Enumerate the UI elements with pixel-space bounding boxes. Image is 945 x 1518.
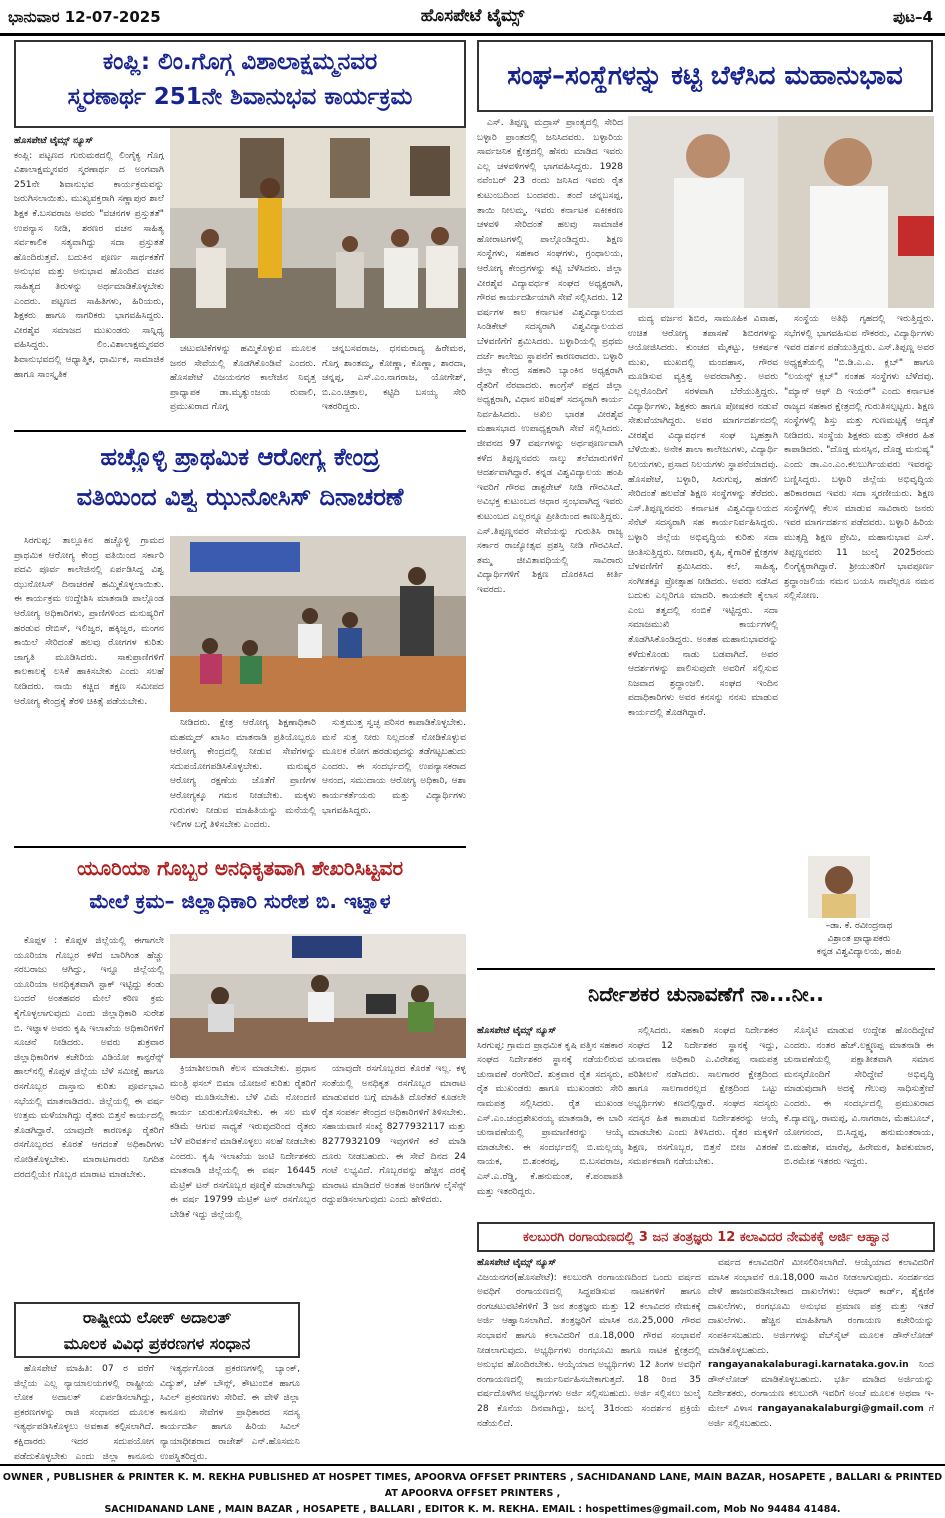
author-portrait-image: [808, 856, 870, 918]
newspaper-title: ಹೊಸಪೇಟೆ ಟೈಮ್ಸ್: [420, 6, 525, 26]
story4-headline-box: [14, 1302, 300, 1358]
story6-headline-box: [477, 970, 935, 1020]
story3-column3: ಯಾವುದೇ ರಸಗೊಬ್ಬರದ ಕೊರತೆ ಇಲ್ಲ. ಕಳ್ಳ ಸಂತೆಯಲ್ಲಿ ಅನಧಿಕೃತ ರಸಗೊಬ್ಬರ ಮಾರಾಟ ಮಾಡುವವರ ಬಗ್ಗೆ ಮಾಹಿತಿ ದೊರೆತರೆ ಕೂಡಲೇ ರೈತ ಸಂಪರ್ಕ ಕೇಂದ್ರದ ಅಧಿಕಾರಿಗಳಿಗೆ ತಿಳಿಸಬೇಕು. ಸಹಾಯವಾಣಿ ಸಂಖ್ಯೆ 8277932117 ಮತ್ತು 8277932109 ಇವುಗಳಿಗೆ ಕರೆ ಮಾಡಿ ದೂರು ನೀಡಬಹುದು. ಈ ಸೇವೆ ದಿನದ 24 ಗಂಟೆ ಲಭ್ಯವಿದೆ. ಗೊಬ್ಬರವನ್ನು ಹೆಚ್ಚಿನ ದರಕ್ಕೆ ಮಾರಾಟ ಮಾಡಿದರೆ ಅಂತಹ ಅಂಗಡಿಗಳ ಲೈಸೆನ್ಸ್ ರದ್ದುಪಡಿಸಲಾಗುವುದು ಎಂದು ಹೇಳಿದರು.: [322, 1063, 466, 1206]
story5-column2: ಮದ್ಯ ವರ್ಜನ ಶಿಬಿರ, ಸಾಮೂಹಿಕ ವಿವಾಹ, ಉಚಿತ ಆರೋಗ್ಯ ತಪಾಸಣೆ ಶಿಬಿರಗಳನ್ನು ಆಯೋಜಿಸಿದರು. ಕುಂಚದ ಮೈಕಟ್ಟು, ಆಕರ್ಷಕ ಮುಖ, ಮುಖದಲ್ಲಿ ಮಂದಹಾಸ, ಗೌರವ ಮೂಡಿಸುವ ವ್ಯಕ್ತಿತ್ವ ಅವರದಾಗಿತ್ತು. ಅವರು ಎಲ್ಲರೊಂದಿಗೆ ಸರಳವಾಗಿ ಬೆರೆಯುತ್ತಿದ್ದರು. ವಿದ್ಯಾರ್ಥಿಗಳು, ಶಿಕ್ಷಕರು ಹಾಗೂ ಪೋಷಕರ ನಡುವೆ ಸೇತುವೆಯಾಗಿದ್ದರು. ಅವರ ಮಾರ್ಗದರ್ಶನದಲ್ಲಿ ವೀರಶೈವ ವಿದ್ಯಾವರ್ಧಕ ಸಂಘ ಬೃಹತ್ತಾಗಿ ಬೆಳೆಯಿತು. ಅನೇಕ ಶಾಲಾ ಕಾಲೇಜುಗಳು, ವಿದ್ಯಾರ್ಥಿ ನಿಲಯಗಳು, ಪ್ರಸಾದ ನಿಲಯಗಳು ಸ್ಥಾಪನೆಯಾದವು. ಹೊಸಪೇಟೆ, ಬಳ್ಳಾರಿ, ಸಿರುಗುಪ್ಪ, ಹಡಗಲಿ ಸೇರಿದಂತೆ ಹಲವೆಡೆ ಶಿಕ್ಷಣ ಸಂಸ್ಥೆಗಳನ್ನು ತೆರೆದರು. ಎಸ್.ತಿಪ್ಪಣ್ಣನವರು ಕರ್ನಾಟಕ ವಿಶ್ವವಿದ್ಯಾಲಯದ ಸೆನೆಟ್ ಸದಸ್ಯರಾಗಿ ಸಹ ಕಾರ್ಯನಿರ್ವಹಿಸಿದ್ದರು. ಬಳ್ಳಾರಿ ಜಿಲ್ಲೆಯ ಅಭಿವೃದ್ಧಿಯ ಕುರಿತು ಸದಾ ಚಿಂತಿಸುತ್ತಿದ್ದರು. ನೀರಾವರಿ, ಕೃಷಿ, ಕೈಗಾರಿಕೆ ಕ್ಷೇತ್ರಗಳ ಬೆಳವಣಿಗೆಗೆ ಶ್ರಮಿಸಿದರು. ಕಲೆ, ಸಾಹಿತ್ಯ, ಸಂಗೀತಕ್ಕೂ ಪ್ರೋತ್ಸಾಹ ನೀಡಿದರು. ಅವರು ನಡೆಸಿದ ಬದುಕು ಎಲ್ಲರಿಗೂ ಮಾದರಿ. ಕಾಯಕವೇ ಕೈಲಾಸ ಎಂಬ ತತ್ವದಲ್ಲಿ ನಂಬಿಕೆ ಇಟ್ಟಿದ್ದರು. ಸದಾ ಸಮಾಜಮುಖಿ ಕಾರ್ಯಗಳಲ್ಲಿ ತೊಡಗಿಸಿಕೊಂಡಿದ್ದರು. ಅಂತಹ ಮಹಾನುಭಾವರನ್ನು ಕಳೆದುಕೊಂಡು ನಾಡು ಬಡವಾಗಿದೆ. ಅವರ ಆದರ್ಶಗಳನ್ನು ಪಾಲಿಸುವುದೇ ಅವರಿಗೆ ಸಲ್ಲಿಸುವ ನಿಜವಾದ ಶ್ರದ್ಧಾಂಜಲಿ. ಸಂಘದ ಇಂದಿನ ಪದಾಧಿಕಾರಿಗಳು ಅವರ ಕನಸನ್ನು ನನಸು ಮಾಡುವ ಕಾರ್ಯದಲ್ಲಿ ತೊಡಗಿದ್ದಾರೆ.: [628, 313, 778, 719]
story2-photo: [170, 536, 466, 712]
story2-headline-box: [14, 434, 466, 530]
story4-headline-line2: ಮೂಲಕ ವಿವಿಧ ಪ್ರಕರಣಗಳ ಸಂಧಾನ: [63, 1334, 251, 1353]
story1-photo: [170, 128, 466, 338]
story4-column2: ಇತ್ಯರ್ಥಗೊಂಡ ಪ್ರಕರಣಗಳಲ್ಲಿ ಬ್ಯಾಂಕ್, ವಿದ್ಯುತ್, ಚೆಕ್ ಬೌನ್ಸ್, ಕೌಟುಂಬಿಕ ಹಾಗೂ ಸಿವಿಲ್ ಪ್ರಕರಣಗಳು ಸೇರಿವೆ. ಈ ವೇಳೆ ಜಿಲ್ಲಾ ಕಾನೂನು ಸೇವೆಗಳ ಪ್ರಾಧಿಕಾರದ ಸದಸ್ಯ ಕಾರ್ಯದರ್ಶಿ ಹಾಗೂ ಹಿರಿಯ ಸಿವಿಲ್ ನ್ಯಾಯಾಧೀಶರಾದ ರಾಜೇಶ್ ಎನ್.ಹೊಸಮನಿ ಉಪಸ್ಥಿತರಿದ್ದರು.: [160, 1363, 300, 1462]
story1-photo-image: [170, 128, 466, 338]
story2-column3: ಸುತ್ತಮುತ್ತ ಸ್ವಚ್ಛ ಪರಿಸರ ಕಾಪಾಡಿಕೊಳ್ಳಬೇಕು. ಮನೆ ಸುತ್ತ ನೀರು ನಿಲ್ಲದಂತೆ ನೋಡಿಕೊಳ್ಳುವ ಮೂಲಕ ರೋಗ ಹರಡುವುದನ್ನು ತಡೆಗಟ್ಟಬಹುದು ಎಂದರು. ಈ ಸಂದರ್ಭದಲ್ಲಿ ಉಪನ್ಯಾಸಕರಾದ ಆನಂದ, ಸಮುದಾಯ ಆರೋಗ್ಯ ಅಧಿಕಾರಿ, ಆಶಾ ಕಾರ್ಯಕರ್ತೆಯರು ಮತ್ತು ವಿದ್ಯಾರ್ಥಿಗಳು ಭಾಗವಹಿಸಿದ್ದರು.: [322, 717, 466, 816]
story5-column1: ಎಸ್. ತಿಪ್ಪಣ್ಣ ಮದ್ರಾಸ್ ಪ್ರಾಂತ್ಯದಲ್ಲಿ ಸೇರಿದ ಬಳ್ಳಾರಿ ಪ್ರಾಂತದಲ್ಲಿ ಜನಿಸಿದವರು. ಬಳ್ಳಾರಿಯ ಸಾರ್ವಜನಿಕ ಕ್ಷೇತ್ರದಲ್ಲಿ ಹೆಸರು ಮಾಡಿದ ಇವರು ಎಲ್ಲ ಚಳವಳಿಗಳಲ್ಲಿ ಭಾಗವಹಿಸಿದ್ದರು. 1928 ನವೆಂಬರ್ 23 ರಂದು ಜನಿಸಿದ ಇವರು ರೈತ ಕುಟುಂಬದಿಂದ ಬಂದವರು. ತಂದೆ ಚನ್ನಬಸಪ್ಪ, ತಾಯಿ ನೀಲಮ್ಮ. ಇವರು ಕರ್ನಾಟಕ ಏಕೀಕರಣ ಚಳವಳಿ ಸೇರಿದಂತೆ ಹಲವು ಸಾಮಾಜಿಕ ಹೋರಾಟಗಳಲ್ಲಿ ಪಾಲ್ಗೊಂಡಿದ್ದರು. ಶಿಕ್ಷಣ ಸಂಸ್ಥೆಗಳು, ಸಹಕಾರ ಸಂಘಗಳು, ಗ್ರಂಥಾಲಯ, ಆರೋಗ್ಯ ಕೇಂದ್ರಗಳನ್ನು ಕಟ್ಟಿ ಬೆಳೆಸಿದರು. ಜಿಲ್ಲಾ ವೀರಶೈವ ವಿದ್ಯಾವರ್ಧಕ ಸಂಘದ ಅಧ್ಯಕ್ಷರಾಗಿ, ಗೌರವ ಕಾರ್ಯದರ್ಶಿಯಾಗಿ ಸೇವೆ ಸಲ್ಲಿಸಿದರು. 12 ವರ್ಷಗಳ ಕಾಲ ಕರ್ನಾಟಕ ವಿಶ್ವವಿದ್ಯಾಲಯದ ಸಿಂಡಿಕೇಟ್ ಸದಸ್ಯರಾಗಿ ವಿಶ್ವವಿದ್ಯಾಲಯದ ಬೆಳವಣಿಗೆಗೆ ಶ್ರಮಿಸಿದರು. ಬಳ್ಳಾರಿಯಲ್ಲಿ ಪ್ರಥಮ ದರ್ಜೆ ಕಾಲೇಜು ಸ್ಥಾಪನೆಗೆ ಕಾರಣರಾದರು. ಬಳ್ಳಾರಿ ಜಿಲ್ಲಾ ಕೇಂದ್ರ ಸಹಕಾರಿ ಬ್ಯಾಂಕಿನ ಅಧ್ಯಕ್ಷರಾಗಿ ರೈತರಿಗೆ ನೆರವಾದರು. ಕಾಂಗ್ರೆಸ್ ಪಕ್ಷದ ಜಿಲ್ಲಾ ಅಧ್ಯಕ್ಷರಾಗಿ, ವಿಧಾನ ಪರಿಷತ್ ಸದಸ್ಯರಾಗಿ ಕಾರ್ಯ ನಿರ್ವಹಿಸಿದರು. ಅಖಿಲ ಭಾರತ ವೀರಶೈವ ಮಹಾಸಭಾದ ಉಪಾಧ್ಯಕ್ಷರಾಗಿ ಸೇವೆ ಸಲ್ಲಿಸಿದರು. ಜೀವನದ 97 ವರ್ಷಗಳನ್ನು ಅರ್ಥಪೂರ್ಣವಾಗಿ ಕಳೆದ ತಿಪ್ಪಣ್ಣನವರು ನಾಲ್ಕು ತಲೆಮಾರುಗಳಿಗೆ ಆದರ್ಶವಾಗಿದ್ದಾರೆ. ಕನ್ನಡ ವಿಶ್ವವಿದ್ಯಾಲಯ ಹಂಪಿ ಇವರಿಗೆ ಗೌರವ ಡಾಕ್ಟರೇಟ್ ನೀಡಿ ಗೌರವಿಸಿದೆ. ಅವಿಭಕ್ತ ಕುಟುಂಬದ ಆಧಾರ ಸ್ತಂಭವಾಗಿದ್ದ ಇವರು ಕುಟುಂಬದ ಎಲ್ಲರನ್ನೂ ಪ್ರೀತಿಯಿಂದ ಕಾಣುತ್ತಿದ್ದರು. ಎಸ್.ತಿಪ್ಪಣ್ಣನವರ ಸೇವೆಯನ್ನು ಗುರುತಿಸಿ ರಾಜ್ಯ ಸರ್ಕಾರ ರಾಜ್ಯೋತ್ಸವ ಪ್ರಶಸ್ತಿ ನೀಡಿ ಗೌರವಿಸಿದೆ. ತಮ್ಮ ಜೀವಿತಾವಧಿಯಲ್ಲಿ ಸಾವಿರಾರು ವಿದ್ಯಾರ್ಥಿಗಳಿಗೆ ಶಿಕ್ಷಣ ದೊರಕಿಸಿದ ಕೀರ್ತಿ ಇವರದು.: [477, 117, 623, 595]
story1-column1: ಹೊಸಪೇಟೆ ಟೈಮ್ಸ್ ನ್ಯೂಸ್ ಕಂಪ್ಲಿ: ಪಟ್ಟಣದ ಗುರುಮಠದಲ್ಲಿ ಲಿಂಗೈಕ್ಯ ಗೊಗ್ಗ ವಿಶಾಲಾಕ್ಷಮ್ಮನವರ ಸ್ಮರಣಾರ್ಥ ದ ಅಂಗವಾಗಿ 251ನೇ ಶಿವಾನುಭವ ಕಾರ್ಯಕ್ರಮವನ್ನು ಜರುಗಿಸಲಾಯಿತು. ಮುಖ್ಯವಕ್ತರಾಗಿ ಸಣ್ಣಾಪುರ ಶಾಲೆ ಶಿಕ್ಷಕ ಕೆ.ಬಸವರಾಜ ಅವರು "ವಚನಗಳ ಪ್ರಸ್ತುತತೆ" ಉಪನ್ಯಾಸ ನೀಡಿ, ಶರಣರ ವಚನ ಸಾಹಿತ್ಯ ಸರ್ವಕಾಲಿಕ ಸತ್ಯವಾಗಿದ್ದು ಸದಾ ಪ್ರಸ್ತುತತೆ ಹೊಂದಿರುತ್ತವೆ. ಬದುಕಿನ ಪೂರ್ಣ ಸಾರ್ಥಕತೆಗೆ ಅನುಭವ ಮತ್ತು ಅನುಭಾವ ಹೊಂದಿದ ವಚನ ಸಾಹಿತ್ಯದ ತಿರುಳನ್ನು ಅರ್ಥಮಾಡಿಕೊಳ್ಳಬೇಕು ಎಂದರು. ಪಟ್ಟಣದ ಸಾಹಿತಿಗಳು, ಹಿರಿಯರು, ಶಿಕ್ಷಕರು ಹಾಗೂ ನಾಗರಿಕರು ಭಾಗವಹಿಸಿದ್ದರು. ವೀರಶೈವ ಸಮಾಜದ ಮುಖಂಡರು ಸಾನ್ನಿಧ್ಯ ವಹಿಸಿದ್ದರು. ಲಿಂ.ವಿಶಾಲಾಕ್ಷಮ್ಮನವರ ಶಿವಾನುಭವದಲ್ಲಿ ಆಧ್ಯಾತ್ಮಿಕ, ಧಾರ್ಮಿಕ, ಸಾಮಾಜಿಕ ಹಾಗೂ ಸಾಂಸ್ಕೃತಿಕ: [14, 135, 164, 380]
story6-byline: ಹೊಸಪೇಟೆ ಟೈಮ್ಸ್ ನ್ಯೂಸ್: [477, 1025, 557, 1036]
story5-headline-box: [477, 40, 933, 112]
story2-photo-image: [170, 536, 466, 712]
masthead: [0, 0, 945, 36]
author-photo: [808, 856, 870, 918]
email-link[interactable]: rangayanakalaburgi@gmail.com: [757, 1402, 924, 1414]
story1-headline-line1: ಕಂಪ್ಲಿ: ಲಿಂ.ಗೊಗ್ಗ ವಿಶಾಲಾಕ್ಷಮ್ಮನವರ: [102, 49, 378, 75]
website-link[interactable]: rangayanakalaburagi.karnataka.gov.in: [708, 1359, 909, 1371]
story7-byline: ಹೊಸಪೇಟೆ ಟೈಮ್ಸ್ ನ್ಯೂಸ್: [477, 1257, 557, 1268]
story3-photo: [170, 934, 466, 1058]
story2-headline-line1: ಹಚ್ಚೊಳ್ಳಿ ಪ್ರಾಥಮಿಕ ಆರೋಗ್ಯ ಕೇಂದ್ರ: [100, 443, 380, 471]
story6-column1: ಹೊಸಪೇಟೆ ಟೈಮ್ಸ್ ನ್ಯೂಸ್ ಸಿರಗುಪ್ಪ: ಗ್ರಾಮದ ಪ್ರಾಥಮಿಕ ಕೃಷಿ ಪತ್ತಿನ ಸಹಕಾರ ಸಂಘದ ನಿರ್ದೇಶಕರ ಸ್ಥಾನಕ್ಕೆ ನಡೆಯಲಿರುವ ಚುನಾವಣೆ ರಂಗೇರಿದೆ. ಶುಕ್ರವಾರ ರೈತ ಸದಸ್ಯರು, ರೈತ ಮುಖಂಡರು ಹಾಗೂ ಮುಖಂಡರು ಸೇರಿ ನಾಮಪತ್ರ ಸಲ್ಲಿಸಿದರು. ರೈತ ಮುಖಂಡ ಎಸ್.ಎಂ.ಚಂದ್ರಶೇಖರಯ್ಯ ಮಾತನಾಡಿ, ಈ ಬಾರಿ ಚುನಾವಣೆಯಲ್ಲಿ ಪ್ರಾಮಾಣಿಕರನ್ನು ಆಯ್ಕೆ ಮಾಡಬೇಕು. ಈ ಸಂದರ್ಭದಲ್ಲಿ ಬಿ.ಮಲ್ಲಯ್ಯ ನಾಯಕ, ಬಿ.ಶಂಕರಪ್ಪ, ಬಿ.ಬಸವರಾಜ, ಎಸ್.ಎ.ರೆಡ್ಡಿ, ಕೆ.ಹನುಮಂತ, ಕೆ.ಪಂಪಾಪತಿ ಮತ್ತು ಇತರರಿದ್ದರು.: [477, 1025, 623, 1197]
story3-headline-line1: ಯೂರಿಯಾ ಗೊಬ್ಬರ ಅನಧಿಕೃತವಾಗಿ ಶೇಖರಿಸಿಟ್ಟವರ: [76, 856, 404, 880]
story5-photo-image: [628, 116, 934, 308]
issue-date: ಭಾನುವಾರ 12-07-2025: [8, 8, 161, 26]
story1-byline: ಹೊಸಪೇಟೆ ಟೈಮ್ಸ್ ನ್ಯೂಸ್: [14, 135, 94, 146]
story7-headline: ಕಲಬುರಗಿ ರಂಗಾಯಣದಲ್ಲಿ 3 ಜನ ತಂತ್ರಜ್ಞರು 12 ಕಲಾವಿದರ ನೇಮಕಕ್ಕೆ ಅರ್ಜಿ ಆಹ್ವಾನ: [523, 1230, 889, 1245]
story6-headline: ನಿರ್ದೇಶಕರ ಚುನಾವಣೆಗೆ ನಾ...ನೀ..: [588, 982, 824, 1006]
story4-headline-line1: ರಾಷ್ಟ್ರೀಯ ಲೋಕ್ ಅದಾಲತ್: [82, 1308, 232, 1327]
story5-headline: ಸಂಘ–ಸಂಸ್ಥೆಗಳನ್ನು ಕಟ್ಟಿ ಬೆಳೆಸಿದ ಮಹಾನುಭಾವ: [507, 61, 903, 91]
story7-column1: ಹೊಸಪೇಟೆ ಟೈಮ್ಸ್ ನ್ಯೂಸ್ ವಿಜಯನಗರ(ಹೊಸಪೇಟೆ): ಕಲಬುರಗಿ ರಂಗಾಯಣದಿಂದ ಒಂದು ವರ್ಷದ ಅವಧಿಗೆ ರಂಗಾಯಣದಲ್ಲಿ ಸಿದ್ಧಪಡಿಸುವ ನಾಟಕಗಳಿಗೆ ಹಾಗೂ ರಂಗಚಟುವಟಿಕೆಗಳಿಗೆ 3 ಜನ ತಂತ್ರಜ್ಞರು ಮತ್ತು 12 ಕಲಾವಿದರ ನೇಮಕಕ್ಕೆ ಅರ್ಜಿ ಆಹ್ವಾನಿಸಲಾಗಿದೆ. ತಂತ್ರಜ್ಞರಿಗೆ ಮಾಸಿಕ ರೂ.25,000 ಗೌರವ ಸಂಭಾವನೆ ಹಾಗೂ ಕಲಾವಿದರಿಗೆ ರೂ.18,000 ಗೌರವ ಸಂಭಾವನೆ ನೀಡಲಾಗುವುದು. ಅಭ್ಯರ್ಥಿಗಳು ರಂಗಭೂಮಿ ಹಾಗೂ ನಾಟಕ ಕ್ಷೇತ್ರದಲ್ಲಿ ಅನುಭವ ಹೊಂದಿರಬೇಕು. ಆಯ್ಕೆಯಾದ ಅಭ್ಯರ್ಥಿಗಳು 12 ತಿಂಗಳ ಅವಧಿಗೆ ರಂಗಾಯಣದಲ್ಲಿ ಕಾರ್ಯನಿರ್ವಹಿಸಬೇಕಾಗುತ್ತದೆ. 18 ರಿಂದ 35 ವರ್ಷದೊಳಗಿನ ಅಭ್ಯರ್ಥಿಗಳು ಅರ್ಜಿ ಸಲ್ಲಿಸಬಹುದು. ಅರ್ಜಿ ಸಲ್ಲಿಸಲು ಜುಲೈ 28 ಕೊನೆಯ ದಿನವಾಗಿದ್ದು, ಜುಲೈ 31ರಂದು ಸಂದರ್ಶನ ಪ್ರಕ್ರಿಯೆ ನಡೆಯಲಿದೆ.: [477, 1257, 701, 1429]
story4-column1: ಹೊಸಪೇಟೆ ಮಾಹಿತಿ: 07 ರ ವರೆಗೆ ಜಿಲ್ಲೆಯ ಎಲ್ಲ ನ್ಯಾಯಾಲಯಗಳಲ್ಲಿ ರಾಷ್ಟ್ರೀಯ ಲೋಕ ಅದಾಲತ್ ಏರ್ಪಡಿಸಲಾಗಿದ್ದು, ಪ್ರಕರಣಗಳನ್ನು ರಾಜಿ ಸಂಧಾನದ ಮೂಲಕ ಇತ್ಯರ್ಥಪಡಿಸಿಕೊಳ್ಳಲು ಅವಕಾಶ ಕಲ್ಪಿಸಲಾಗಿದೆ. ಕಕ್ಷಿದಾರರು ಇದರ ಸದುಪಯೋಗ ಪಡೆದುಕೊಳ್ಳಬೇಕು ಎಂದು ಜಿಲ್ಲಾ ಕಾನೂನು: [14, 1363, 154, 1462]
story3-photo-image: [170, 934, 466, 1058]
imprint-footer: [0, 1464, 945, 1515]
page-number: ಪುಟ–4: [893, 8, 933, 26]
story5-photo: [628, 116, 934, 308]
story7-column2: ವರ್ಷದ ಕಲಾವಿದರಿಗೆ ಮೀಸಲಿರಿಸಲಾಗಿದೆ. ಆಯ್ಕೆಯಾದ ಕಲಾವಿದರಿಗೆ ಮಾಸಿಕ ಸಂಭಾವನೆ ರೂ.18,000 ಸಾವಿರ ನೀಡಲಾಗುವುದು. ಸಂದರ್ಶನದ ವೇಳೆ ಹಾಜರುಪಡಿಸಬೇಕಾದ ದಾಖಲೆಗಳು: ಆಧಾರ್ ಕಾರ್ಡ್, ಶೈಕ್ಷಣಿಕ ದಾಖಲೆಗಳು, ರಂಗಭೂಮಿ ಅನುಭವ ಪ್ರಮಾಣ ಪತ್ರ ಮತ್ತು ಇತರೆ ದಾಖಲೆಗಳು. ಹೆಚ್ಚಿನ ಮಾಹಿತಿಗಾಗಿ ರಂಗಾಯಣ ಕಚೇರಿಯನ್ನು ಸಂಪರ್ಕಿಸಬಹುದು. ಅರ್ಜಿಗಳನ್ನು ವೆಬ್‌ಸೈಟ್ ಮೂಲಕ ಡೌನ್‌ಲೋಡ್ ಮಾಡಿಕೊಳ್ಳಬಹುದು. rangayanakalaburagi.karnataka.gov.in ನಿಂದ ಡೌನ್‌ಲೋಡ್ ಮಾಡಿಕೊಳ್ಳಬಹುದು. ಭರ್ತಿ ಮಾಡಿದ ಅರ್ಜಿಯನ್ನು ನಿರ್ದೇಶಕರು, ರಂಗಾಯಣ ಕಲಬುರಗಿ ಇವರಿಗೆ ಅಂಚೆ ಮೂಲಕ ಅಥವಾ ಇ-ಮೇಲ್ ವಿಳಾಸ rangayanakalaburgi@gmail.com ಗೆ ಅರ್ಜಿ ಸಲ್ಲಿಸಬಹುದು.: [708, 1257, 934, 1429]
imprint-line1: OWNER , PUBLISHER & PRINTER K. M. REKHA PUBLISHED AT HOSPET TIMES, APOORVA OFFSET PRINTERS , SACHIDANAND LANE, MAIN BAZAR, HOSAPETE , BALLARI & PRINTED AT APOORVA OFFSET PRINTERS ,: [2, 1472, 943, 1499]
story5-column3: ಸಂಸ್ಥೆಯ ಅತಿಥಿ ಗೃಹದಲ್ಲಿ ಇರುತ್ತಿದ್ದರು. ಸಭೆಗಳಲ್ಲಿ ಭಾಗವಹಿಸುವ ನೌಕರರು, ವಿದ್ಯಾರ್ಥಿಗಳು ಇವರ ದರ್ಶನ ಪಡೆಯುತ್ತಿದ್ದರು. ಎಸ್.ತಿಪ್ಪಣ್ಣ ಅವರ ಅಧ್ಯಕ್ಷತೆಯಲ್ಲಿ "ಬಿ.ಡಿ.ಎ.ಎ. ಕ್ಲಬ್" ಹಾಗೂ "ಲಯನ್ಸ್ ಕ್ಲಬ್" ನಂತಹ ಸಂಸ್ಥೆಗಳು ಬೆಳೆದವು. "ಮ್ಯಾನ್ ಆಫ್ ದಿ ಇಯರ್" ಎಂದು ಕರ್ನಾಟಕ ರಾಜ್ಯದ ಸಹಕಾರ ಕ್ಷೇತ್ರದಲ್ಲಿ ಗುರುತಿಸಲ್ಪಟ್ಟರು. ಶಿಕ್ಷಣ ಸಂಸ್ಥೆಗಳಲ್ಲಿ ಶಿಸ್ತು ಮತ್ತು ಗುಣಮಟ್ಟಕ್ಕೆ ಆದ್ಯತೆ ನೀಡಿದರು. ಸಂಸ್ಥೆಯ ಶಿಕ್ಷಕರು ಮತ್ತು ನೌಕರರ ಹಿತ ಕಾಪಾಡಿದರು. "ದೊಡ್ಡ ಮನಸ್ಸಿನ, ದೊಡ್ಡ ಮನುಷ್ಯ" ಎಂದು ಡಾ.ಎಂ.ಎಂ.ಕಲಬುರ್ಗಿಯವರು ಇವರನ್ನು ಬಣ್ಣಿಸಿದ್ದರು. ಬಳ್ಳಾರಿ ಜಿಲ್ಲೆಯ ಅಭಿವೃದ್ಧಿಯ ಹರಿಕಾರರಾದ ಇವರು ಸದಾ ಸ್ಮರಣೀಯರು. ಶಿಕ್ಷಣ ಸಂಸ್ಥೆಗಳಲ್ಲಿ ಕೆಲಸ ಮಾಡುವ ಸಾವಿರಾರು ಜನರು ಇವರ ಮಾರ್ಗದರ್ಶನ ಪಡೆದವರು. ಬಳ್ಳಾರಿ ಹಿರಿಯ ಮುತ್ಸದ್ದಿ ಶಿಕ್ಷಣ ಪ್ರೇಮಿ, ಮಹಾನುಭಾವ ಎಸ್. ತಿಪ್ಪಣ್ಣನವರು 11 ಜುಲೈ 2025ರಂದು ಲಿಂಗೈಕ್ಯರಾಗಿದ್ದಾರೆ. ಶ್ರೀಯುತರಿಗೆ ಭಾವಪೂರ್ಣ ಶ್ರದ್ಧಾಂಜಲಿಯ ನಮನ ಬಯಸಿ ನಾವೆಲ್ಲರೂ ನಮನ ಸಲ್ಲಿಸೋಣ.: [784, 313, 934, 602]
story1-column2: ಚಟುವಟಿಕೆಗಳನ್ನು ಹಮ್ಮಿಕೊಳ್ಳುವ ಮೂಲಕ ಜನರ ಸೇವೆಯಲ್ಲಿ ತೊಡಗಿಕೊಂಡಿವೆ ಎಂದರು. ಹೊಸಪೇಟೆ ವಿಜಯನಗರ ಕಾಲೇಜಿನ ನಿವೃತ್ತ ಪ್ರಾಧ್ಯಾಪಕ ಡಾ.ಮೃತ್ಯುಂಜಯ ರುವಾಲಿ, ಪ್ರಮುಖರಾದ ಗೊಗ್ಗ: [170, 343, 316, 413]
story1-column3: ಚನ್ನಬಸವರಾಜ, ಧನಮರಾದ್ಯ ಹಿರೇಮಠ, ಗೊಗ್ಗ ಶಾಂತಮ್ಮ, ಕೋಣ್ಣಾ, ಕೊಣ್ಣಾ, ಶಾರದಾ, ಚನ್ನಪ್ಪ, ಎಸ್.ಎಂ.ನಾಗರಾಜ, ಯೋಗೇಶ್, ಬಿ.ಎಂ.ಚಿತ್ರಾಲ, ಕಟ್ಟಿದಿ ಬಸಯ್ಯ ಸೇರಿ ಇತರರಿದ್ದರು.: [322, 343, 466, 413]
imprint-line2: SACHIDANAND LANE , MAIN BAZAR , HOSAPETE , BALLARI , EDITOR K. M. REKHA. EMAIL : hospettimes@gmail.com, Mob No 94484 41484.: [104, 1504, 841, 1515]
story3-headline-line2: ಮೇಲೆ ಕ್ರಮ– ಜಿಲ್ಲಾಧಿಕಾರಿ ಸುರೇಶ ಬಿ. ಇಟ್ನಾಳ: [89, 889, 391, 913]
author-affiliation: ಕನ್ನಡ ವಿಶ್ವವಿದ್ಯಾಲಯ, ಹಂಪಿ: [816, 947, 902, 957]
author-name: –ಡಾ. ಕೆ. ರವೀಂದ್ರನಾಥ: [825, 921, 893, 931]
story2-headline-line2: ವತಿಯಿಂದ ವಿಶ್ವ ಝುನೋಸಿಸ್ ದಿನಾಚರಣೆ: [76, 483, 404, 511]
story6-column3: ಸೊಸೈಟಿ ಮಾಡುವ ಉದ್ದೇಶ ಹೊಂದಿದ್ದೇವೆ ಎಂದರು. ನಂತರ ಹೆಚ್.ಲಕ್ಷ್ಮಣಪ್ಪ ಮಾತನಾಡಿ ಈ ಚುನಾವಣೆಯಲ್ಲಿ ಪಕ್ಷಾತೀತವಾಗಿ ಸಮಾನ ಮನಸ್ಕರೊಂದಿಗೆ ಸೇರಿದ್ದೇವೆ ಅಭಿವೃದ್ಧಿ ಮಾಡುವುದಾಗಿ ಅದಕ್ಕೆ ಗೆಲುವು ಸಾಧಿಸುತ್ತೇವೆ ಎಂದರು. ಈ ಸಂದರ್ಭದಲ್ಲಿ ಪ್ರಮುಖರಾದ ಕೆ.ದ್ಯಾವಣ್ಣ, ರಾಮಪ್ಪ, ವಿ.ನಾಗರಾಜ, ಮೆಹಬೂಬ್, ಯೋಗನಂದ, ಬಿ.ಸಿದ್ದಪ್ಪ, ಹನುಮಂತರಾಯ, ಬಿ.ಮಹೇಶ, ಮಾರೆಪ್ಪ, ಹಿರೇಮಠ, ಶಿವಕುಮಾರ, ಬಿ.ರಮೇಶ ಇತರರು ಇದ್ದರು.: [784, 1025, 934, 1168]
story3-column2: ಕ್ರಿಯಾಶೀಲರಾಗಿ ಕೆಲಸ ಮಾಡಬೇಕು. ಪ್ರಧಾನ ಮಂತ್ರಿ ಫಸಲ್ ಬಿಮಾ ಯೋಜನೆ ಕುರಿತು ರೈತರಿಗೆ ಅರಿವು ಮೂಡಿಸಬೇಕು. ಬೆಳೆ ವಿಮೆ ನೋಂದಣಿ ಕಾರ್ಯ ಚುರುಕುಗೊಳಿಸಬೇಕು. ಈ ಸಲ ಮಳೆ ಕಡಿಮೆ ಆಗುವ ಸಾಧ್ಯತೆ ಇರುವುದರಿಂದ ರೈತರು ಬೆಳೆ ಪರಿವರ್ತನೆ ಮಾಡಿಕೊಳ್ಳಲು ಸಲಹೆ ನೀಡಬೇಕು ಎಂದರು. ಕೃಷಿ ಇಲಾಖೆಯ ಜಂಟಿ ನಿರ್ದೇಶಕರು ಮಾತನಾಡಿ ಜಿಲ್ಲೆಯಲ್ಲಿ ಈ ವರ್ಷ 16445 ಮೆಟ್ರಿಕ್ ಟನ್ ರಸಗೊಬ್ಬರ ಪೂರೈಕೆ ಮಾಡಲಾಗಿದ್ದು ಈ ವರ್ಷ 19799 ಮೆಟ್ರಿಕ್ ಟನ್ ರಸಗೊಬ್ಬರ ಬೇಡಿಕೆ ಇದ್ದು ಜಿಲ್ಲೆಯಲ್ಲಿ: [170, 1063, 316, 1220]
story2-column1: ಸಿರಗುಪ್ಪ: ತಾಲ್ಲೂಕಿನ ಹಚ್ಚೊಳ್ಳಿ ಗ್ರಾಮದ ಪ್ರಾಥಮಿಕ ಆರೋಗ್ಯ ಕೇಂದ್ರ ವತಿಯಿಂದ ಸರ್ಕಾರಿ ಪದವಿ ಪೂರ್ವ ಕಾಲೇಜಿನಲ್ಲಿ ಏರ್ಪಡಿಸಿದ್ದ ವಿಶ್ವ ಝುನೋಸಿಸ್ ದಿನಾಚರಣೆ ಹಮ್ಮಿಕೊಳ್ಳಲಾಯಿತು. ಈ ಕಾರ್ಯಕ್ರಮ ಉದ್ದೇಶಿಸಿ ಮಾತನಾಡಿ ಪಾಲ್ಗೊಂಡ ಆರೋಗ್ಯ ಅಧಿಕಾರಿಗಳು, ಪ್ರಾಣಿಗಳಿಂದ ಮನುಷ್ಯರಿಗೆ ಹರಡುವ ರೇಬಿಸ್, ಇಲಿಜ್ವರ, ಹಕ್ಕಿಜ್ವರ, ಮಂಗನ ಕಾಯಿಲೆ ಸೇರಿದಂತೆ ಹಲವು ರೋಗಗಳ ಕುರಿತು ಜಾಗೃತಿ ಮೂಡಿಸಿದರು. ಸಾಕುಪ್ರಾಣಿಗಳಿಗೆ ಕಾಲಕಾಲಕ್ಕೆ ಲಸಿಕೆ ಹಾಕಿಸಬೇಕು ಎಂದು ಸಲಹೆ ನೀಡಿದರು. ನಾಯಿ ಕಚ್ಚಿದ ತಕ್ಷಣ ಸಮೀಪದ ಆರೋಗ್ಯ ಕೇಂದ್ರಕ್ಕೆ ತೆರಳಿ ಚಿಕಿತ್ಸೆ ಪಡೆಯಬೇಕು.: [14, 535, 164, 707]
divider: [14, 430, 466, 432]
story3-headline-box: [14, 848, 466, 930]
author-title: ವಿಶ್ರಾಂತ ಪ್ರಾಧ್ಯಾಪಕರು: [827, 934, 891, 944]
story6-column2: ಸಲ್ಲಿಸಿದರು. ಸಹಕಾರಿ ಸಂಘದ ನಿರ್ದೇಶಕರ ಸಂಘದ 12 ನಿರ್ದೇಶಕರ ಸ್ಥಾನಕ್ಕೆ ಇದ್ದು, ಚುನಾವಣಾ ಅಧಿಕಾರಿ ಎ.ವಿರೇಶಪ್ಪ ನಾಮಪತ್ರ ಪರಿಶೀಲನೆ ನಡೆಸಿದರು. ಸಾಲಗಾರರ ಕ್ಷೇತ್ರದಿಂದ ಹಾಗೂ ಸಾಲಗಾರರಲ್ಲದ ಕ್ಷೇತ್ರದಿಂದ ಒಟ್ಟು ಅಭ್ಯರ್ಥಿಗಳು ಕಣದಲ್ಲಿದ್ದಾರೆ. ಸಂಘದ ಸದಸ್ಯರು ಸದಸ್ಯರ ಹಿತ ಕಾಪಾಡುವ ನಿರ್ದೇಶಕರನ್ನು ಆಯ್ಕೆ ಮಾಡಬೇಕು ಎಂದು ತಿಳಿಸಿದರು. ರೈತರ ಮಕ್ಕಳಿಗೆ ಶಿಕ್ಷಣ, ರಸಗೊಬ್ಬರ, ಬಿತ್ತನೆ ಬೀಜ ವಿತರಣೆ ಸಮರ್ಪಕವಾಗಿ ನಡೆಯಬೇಕು.: [628, 1025, 778, 1168]
story2-column2: ನೀಡಿದರು. ಕ್ಷೇತ್ರ ಆರೋಗ್ಯ ಶಿಕ್ಷಣಾಧಿಕಾರಿ ಮಹಮ್ಮದ್ ಖಾಸಿಂ ಮಾತನಾಡಿ ಪ್ರತಿಯೊಬ್ಬರೂ ಆರೋಗ್ಯ ಕೇಂದ್ರದಲ್ಲಿ ನೀಡುವ ಸೇವೆಗಳನ್ನು ಸದುಪಯೋಗಪಡಿಸಿಕೊಳ್ಳಬೇಕು. ಮನುಷ್ಯರ ಆರೋಗ್ಯ ರಕ್ಷಣೆಯ ಜೊತೆಗೆ ಪ್ರಾಣಿಗಳ ಆರೋಗ್ಯಕ್ಕೂ ಗಮನ ನೀಡಬೇಕು. ಮಕ್ಕಳು ಗುರುಗಳು ನೀಡುವ ಮಾಹಿತಿಯನ್ನು ಮನೆಯಲ್ಲಿ ಇಲಿಗಳ ಬಗ್ಗೆ ತಿಳಿಸಬೇಕು ಎಂದರು.: [170, 717, 316, 831]
story1-headline-line2: ಸ್ಮರಣಾರ್ಥ 251ನೇ ಶಿವಾನುಭವ ಕಾರ್ಯಕ್ರಮ: [67, 83, 413, 110]
story3-column1: ಕೊಪ್ಪಳ : ಕೊಪ್ಪಳ ಜಿಲ್ಲೆಯಲ್ಲಿ ಈಗಾಗಲೇ ಯೂರಿಯಾ ಗೊಬ್ಬರ ಕಳೆದ ಬಾರಿಗಿಂತ ಹೆಚ್ಚು ಸರಬರಾಜು ಆಗಿದ್ದು, ಇನ್ನೂ ಜಿಲ್ಲೆಯಲ್ಲಿ ಯೂರಿಯಾ ಅನಧಿಕೃತವಾಗಿ ಸ್ಟಾಕ್ ಇಟ್ಟಿದ್ದು ಕಂಡು ಬಂದರೆ ಅಂತಹವರ ಮೇಲೆ ಕಠಿಣ ಕ್ರಮ ಕೈಗೊಳ್ಳಲಾಗುವುದು ಎಂದು ಜಿಲ್ಲಾಧಿಕಾರಿ ಸುರೇಶ ಬಿ. ಇಟ್ನಾಳ ಅವರು ಕೃಷಿ ಇಲಾಖೆಯ ಅಧಿಕಾರಿಗಳಿಗೆ ಸೂಚನೆ ನೀಡಿದರು. ಅವರು ಶುಕ್ರವಾರ ಜಿಲ್ಲಾಧಿಕಾರಿಗಳ ಕಚೇರಿಯ ವಿಡಿಯೋ ಕಾನ್ಫರೆನ್ಸ್ ಹಾಲ್‌ನಲ್ಲಿ ಕೊಪ್ಪಳ ಜಿಲ್ಲೆಯ ಬೆಳೆ ಸಮೀಕ್ಷೆ ಹಾಗೂ ರಸಗೊಬ್ಬರ ದಾಸ್ತಾನು ಕುರಿತು ಪೂರ್ವಭಾವಿ ಸಭೆಯಲ್ಲಿ ಮಾತನಾಡಿದರು. ಜಿಲ್ಲೆಯಲ್ಲಿ ಈ ವರ್ಷ ಉತ್ತಮ ಮಳೆಯಾಗಿದ್ದು ರೈತರು ಬಿತ್ತನೆ ಕಾರ್ಯದಲ್ಲಿ ತೊಡಗಿದ್ದಾರೆ. ಯಾವುದೇ ಕಾರಣಕ್ಕೂ ರೈತರಿಗೆ ರಸಗೊಬ್ಬರದ ಕೊರತೆ ಆಗದಂತೆ ಅಧಿಕಾರಿಗಳು ನೋಡಿಕೊಳ್ಳಬೇಕು. ಮಾರಾಟಗಾರರು ನಿಗದಿತ ದರದಲ್ಲಿಯೇ ಗೊಬ್ಬರ ಮಾರಾಟ ಮಾಡಬೇಕು.: [14, 935, 164, 1180]
author-credit: [784, 920, 934, 964]
story7-headline-box: [477, 1222, 935, 1252]
story1-headline-box: [14, 40, 466, 128]
